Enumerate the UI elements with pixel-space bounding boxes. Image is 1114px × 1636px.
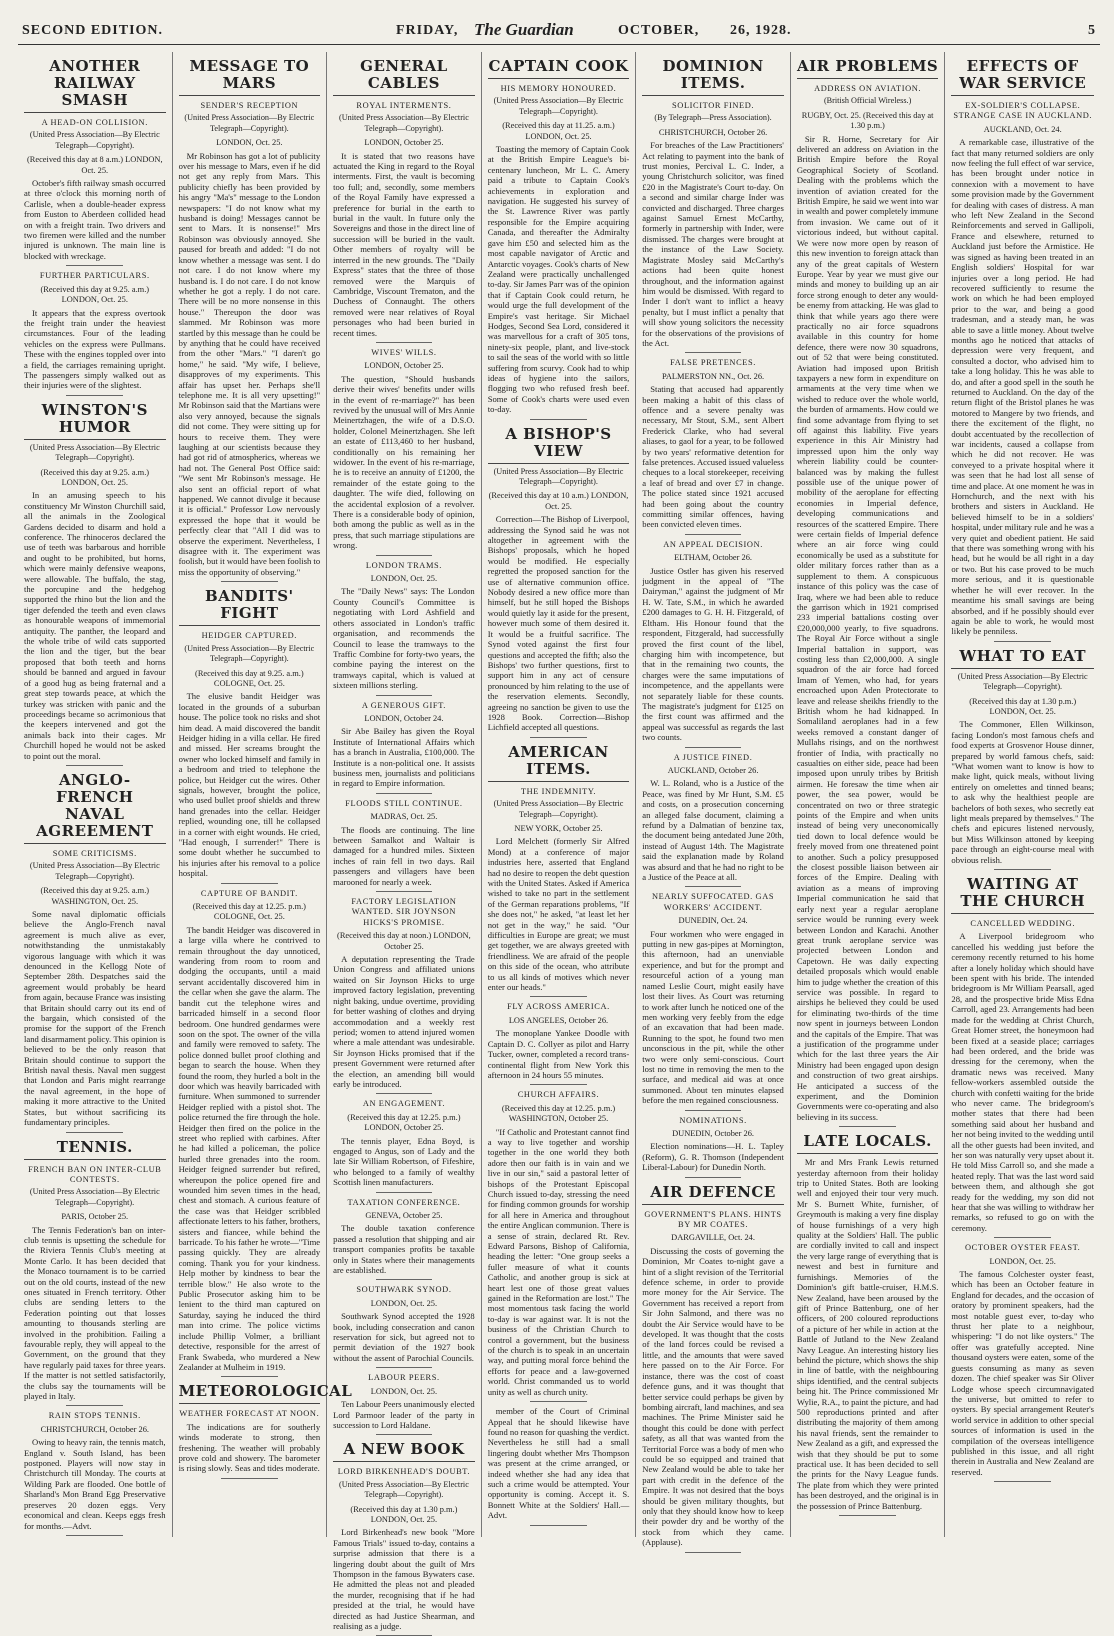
article-subheading: SOME CRITICISMS. [52,848,137,858]
article-credit: (British Official Wireless.) [823,96,912,106]
article-subheading: LONDON TRAMS. [365,560,442,570]
article-headline: GENERAL CABLES [333,58,475,96]
article-body: The bandit Heidger was discovered in a large villa where he contrived to remain throughout the day unnoticed, wandering from room to room and dodging the occupants, until a maid servant accidentally discovered him in the cellar when she gave the alarm. The bandit cut the telephone wires and barricaded himself in a second floor bedroom. One hundred gendarmes were soon on the spot. The owner of the villa and family were removed to safety. The police donned bullet proof clothing and began to search the house. When they found the room, they hurled a bolt in the door which was heavily barricaded with furniture. When summoned to surrender Heidger replied with a pistol shot. The police returned the fire through the hole. Heidger then fired on the police in the street who replied with carbines. After he had killed a policeman, the police hurled three grenades into the room. Heidger feigned surrender but refired, whereupon the police opened fire and wounded him seven times in the head, chest and stomach. A curious feature of the case was that Heidger scribbled affectionate letters to his father, brothers, sisters and fiancee, while behind the barricade. To his father he wrote—"Time passing quickly. They are already coming. Thank you for your kindness. Help mother by kindness to bear the terrible blow." He also wrote to the Public Prosecutor asking him to be lenient to the third man captured on Saturday, saying he induced the third man into crime. The police victims include Phillip Volmer, a brilliant detective, responsible for the arrest of Frank Swabeda, who murdered a New Zealander at Mulheim in 1919. [178,924,321,1372]
article-dateline: LOS ANGELES, October 26. [508,1015,609,1025]
article-dateline: ELTHAM, October 26. [674,553,752,563]
article [333,561,475,696]
article-separator [66,1535,123,1536]
article-dateline: (Received this day at 1.30 p.m.) LONDON, Oct. 25. [969,696,1077,716]
column-7 [945,52,1100,1537]
article-separator [685,352,742,353]
article-headline: AIR PROBLEMS [797,58,939,79]
article-body: Owing to heavy rain, the tennis match, England v. South Island, has been postponed. Players will now stay in Christchurch till Monday. The courts at Wilding Park are flooded. One bottle of Sharland's Mon Brand Egg Preservative preserves 20 dozen eggs. Very economical and clean. Keeps eggs fresh for months.—Advt. [24,1437,166,1531]
date-label: 26, 1928. [730,23,792,38]
article-separator [66,765,123,766]
article-body: Mr Robinson has got a lot of publicity over his message to Mars, even if he did not get any reply from Mars. This publicity chiefly has been provided by his angry "Ma's" message to the London newspapers: "I do not know what my husband is doing! Messages cannot be sent to Mars. It is nonsense!" Mrs Robinson was obviously annoyed. She paused for breath and added: "I do not know whether a message was sent. I do not care. I do not know where my husband is. I do not care. I do not know whether he got a reply. I do not care. There will be no more nonsense in this house." Thereupon the door was slammed. Mr Robinson was more startled by this message than he could be by anything that he could have received from the other "Mars." "I daren't go home," he said. "My wife, I believe, disapproves of my experiments. This affair has upset her. Perhaps she'll telephone me. It is all very upsetting!" Mr Robinson said that the Martians were also very annoyed, because the signals did not come. They were sitting up for hours to receive them. They were laughing at our scientists because they had got rid of atmospherics, whereas we had not. The General Post Office said: "We sent Mr Robinson's message. He also sent an official report of what happened. We cannot divulge it because it is official." Professor Low nervously expressed the hope that it would be perfectly clear that "All I did was to observe the experiment. Nevertheless, I disagree with it. The experiment was foolish, but it would have been foolish to miss the opportunity of observing." [178,150,321,577]
article-body: It appears that the express overtook the freight train under the heaviest circumstances. Four of the leading vehicles on the express were Pullmans. These with the engines toppled over into a field, the carriages remaining upright. The passengers simply walked out as their injuries were of the slightest. [24,307,166,391]
column-6 [791,52,946,1537]
article-separator [994,1481,1051,1482]
article-separator [530,1525,587,1526]
article-body: member of the Court of Criminal Appeal that he should likewise have found no reason for quashing the verdict. Nevertheless he still had a small lingering doubt whether Mrs Thompson was present at the crime arranged, or indeed whether she had any idea that such a crime would be attempted. Your opportunity is coming. Accept it. S. Bonnett White at the Soldiers' Hall.—Advt. [487,1406,630,1521]
article-body: It is stated that two reasons have actuated the King in regard to the Royal interments. First, the vault is becoming too full; and, secondly, some members of the Royal Family have expressed a preference for burial in the earth to burial in the vault. In future only the Sovereigns and those in the direct line of succession will be buried in the vault. Other members of royalty will be interred in the new grounds. The "Daily Express" states that the three of those removed were the Marquis of Cambridge, Viscount Trematon, and the Duchess of Connaught. The others removed were near relatives of Royal personages who had been buried in recent times. [333,150,475,338]
article [488,1090,630,1402]
article-separator [66,265,123,266]
article-dateline: AUCKLAND, October 26. [667,765,759,775]
article-body: Sir Abe Bailey has given the Royal Institute of International Affairs which has a branch in Australia, £100,000. The Institute is a non-political one. It assists business men, journalists and politicians in regard to Empire information. [333,726,475,789]
masthead [18,20,1100,45]
column-4 [482,52,637,1537]
article-dateline: CHRISTCHURCH, October 26. [40,1424,149,1434]
article-dateline: (Received this day at 9.25. a.m.) WASHINGTON, Oct. 25. [40,886,150,906]
month-label: OCTOBER, [618,23,700,38]
article-subheading: ROYAL INTERMENTS. [356,101,452,110]
article-dateline: LONDON, October 25. [364,361,444,371]
article-body: Ten Labour Peers unanimously elected Lord Parmoor leader of the party in succession to Lord Haldane. [333,1399,475,1430]
article [951,876,1094,1238]
article-separator [376,555,433,556]
article-separator [530,1401,587,1402]
article-dateline: (Received this day at 12.25. p.m.) WASHINGTON, October 25. [501,1103,616,1124]
article [797,1133,939,1516]
article-dateline: LONDON, October 24. [364,713,444,723]
article-subheading: CHURCH AFFAIRS. [517,1090,600,1100]
article-credit: (United Press Association—By Electric Telegraph—Copyright). [493,466,624,486]
article [24,58,166,266]
article-separator [839,1126,896,1127]
article [951,648,1094,870]
article [179,889,321,1378]
columns [18,52,1100,1631]
article-separator [685,886,742,887]
article [488,426,630,738]
article [179,588,321,883]
article-subheading: CANCELLED WEDDING. [970,919,1076,929]
article-subheading: CAPTURE OF BANDIT. [200,888,298,898]
article [642,58,784,353]
article-separator [221,581,278,582]
article-subheading: RAIN STOPS TENNIS. [48,1411,141,1421]
article-subheading: HIS MEMORY HONOURED. [500,84,617,93]
article-headline: AIR DEFENCE [642,1184,784,1205]
article-credit: (United Press Association—By Electric Telegraph—Copyright). [957,671,1088,692]
article-dateline: DUNEDIN, Oct. 24. [678,916,748,926]
column-2 [173,52,353,1537]
article-body: The tennis player, Edna Boyd, is engaged to Angus, son of Lady and the late Sir William Robertson, of Fifeshire, who belonged to a family of wealthy Scottish linen manufacturers. [333,1135,475,1188]
article-separator [530,419,587,420]
article-dateline: (Received this day at 12.25. p.m.) COLOGNE, Oct. 25. [192,902,306,922]
article-dateline: DUNEDIN, October 26. [672,1128,754,1138]
column-5 [636,52,791,1548]
article [24,402,166,766]
page-number: 5 [1088,23,1096,38]
article-headline: EFFECTS OF WAR SERVICE [951,58,1094,96]
article-separator [221,1478,278,1479]
article-separator [376,793,433,794]
article-body: "If Catholic and Protestant cannot find a way to live together and worship together in the one world they both adore then our faith is in vain and we live in our sin," said a pastoral letter of bishops of the Protestant Episcopal Church issued to-day, stressing the need for finding common grounds for worship for all here in America and throughout the entire Anglican communion. There is a sense of strain, declared Rt. Rev. Edward Parsons, Bishop of California, heading the letter: "One group seeks a fuller measure of what it counts Catholic, and another group is sick at heart lest one of those great values gained in the Reformation are lost." The most momentous task facing the world to-day is war against war. It is not the business of the Christian Church to control a government, but the business of the church is to speak in an uncertain way, and putting moral force behind the efforts for peace and a law-governed world. Christ commanded us to world unity as well as church unity. [487,1126,630,1397]
article-headline: WAITING AT THE CHURCH [951,876,1094,914]
article [24,1411,166,1535]
article-subheading: ADDRESS ON AVIATION. [814,84,922,93]
article-dateline: LONDON, October 25. [364,138,444,148]
column-1 [18,52,173,1537]
article [178,1382,353,1478]
edition-label: SECOND EDITION. [22,23,164,38]
article-dateline: (Received this day at 10 a.m.) LONDON, Oct. 25. [488,491,629,511]
article-credit: (United Press Association—By Electric Telegraph—Copyright). [29,1187,160,1207]
article-headline: ANOTHER RAILWAY SMASH [24,58,166,113]
article-separator [530,996,587,997]
article-subheading: SOUTHWARK SYNOD. [356,1285,452,1295]
article [642,892,784,1110]
article-subheading: WIVES' WILLS. [371,347,437,357]
article-body: The floods are continuing. The line between Samalkot and Waltair is damaged for a hundred miles. Sixteen inches of rain fell in two days. Rail passengers and villagers have been marooned for nearly a week. [333,824,475,887]
article-headline: MESSAGE TO MARS [179,58,321,96]
article [951,1243,1094,1482]
article-dateline: CHRISTCHURCH, October 26. [658,127,768,137]
article [179,58,321,582]
article-dateline: RUGBY, Oct. 25. (Received this day at 1.30 p.m.) [801,110,934,131]
article-body: Sir R. Horne, Secretary for Air delivered an address on Aviation in the British Empire before the Royal Geographical Society of Scotland. Dealing with the problems which the invention of aviation created for the British Empire, he said we went into war in wealth and power completely immune from invasion. We came out of it victorious indeed, but without capital. We were now more open by reason of this new invention to foreign attack than any of the great capitals of Western Europe. Year by year we must give our minds and money to building up an air force strong enough to deter any would-be enemy from attacking. He was glad to think that while years ago there were practically no air force squadrons available in this country for home defence, there were now 30 squadrons, out of 52 that were being constituted. Aviation had imposed upon British taxpayers a new form in expenditure on armaments at the very time when we wished to reduce over the whole world, the burden of armaments. How could we find some advantage from flying to set off against this liability. Five years experience in this Air Ministry had impressed upon him the only way wherein liability could be counter-balanced was by making the fullest possible use of the unique power of mobility of the aeroplane for effecting economies in Imperial defence, developing communications and resources of the scattered Empire. There were certain fields of Imperial defence where an air force wing could economically be used as a substitute for older military forces rather than as a supplement to them. A conspicuous instance of this policy was the case of Iraq, where we had been able to reduce the garrison which in 1921 comprised 233 imperial battalions costing over £20,000,000 yearly, to five squadrons. The Royal Air Force without a single Imperial battalion in support, was costing less than £2,000,000. A single squadron of the air force had forced Imam of Yemen, who had, for years encroached upon Aden Protectorate to leave and release sheikhs friendly to the British whom he had kidnapped. In Somaliland aeroplanes had in a few weeks removed a constant danger of Mullahs risings, and on the northwest frontier of India, with practically no casualties on either side, peace had been imposed upon unruly tribes by British airmen. He foresaw the time when air power, the sea power, would be concentrated on two or three strategic points of the Empire and when units instead of being very uneconomically tied down to local defence would be freely moved from one threatened point to another. Such a policy presupposed the closest possible liaison between air forces of the Empire. Dealing with aviation as a means of improving Imperial communication he said that early next year a regular aeroplane service would be running every week between London and Karachi. Another great trunk aeroplane service was projected between London and Capetown. He was daily expecting detailed proposals which would enable him to judge whether the creation of this service was possible. In regard to airships he believed they could be used for eliminating two-thirds of the time now spent in journeys between London and the capitals of the Empire. That was a justification of the programme under which for the last three years the Air Ministry had been engaged upon design and construction of two great airships. He anticipated a success of the experiment, and the Dominion Governments were co-operating and also believing in its success. [796,133,939,1122]
article-separator [221,1376,278,1377]
article-subheading: FRENCH BAN ON INTER-CLUB CONTESTS. [28,1164,162,1184]
article-subheading: OCTOBER OYSTER FEAST. [965,1243,1081,1253]
article-subheading: SENDER'S RECEPTION [200,101,299,110]
article [642,1184,784,1553]
article-credit: (United Press Association—By Electric Telegraph—Copyright). [493,799,624,819]
article-credit: (United Press Association—By Electric Telegraph—Copyright). [184,643,315,664]
article-subheading: SOLICITOR FINED. [672,101,755,110]
article [642,358,784,535]
article-separator [685,1110,742,1111]
article-body: The double taxation conference passed a resolution that shipping and air transport companies profits be taxable only in States where their managements are established. [333,1223,475,1276]
article-headline: DOMINION ITEMS. [642,58,784,96]
article-body: The "Daily News" says: The London County Council's Committee is negotiating with Lord Ashfield and others associated in London's traffic organisation, and recommends the Council to lease the tramways to the Traffic Combine for forty-two years, the combine paying the interest on the tramways capital, which is valued at sixteen millions sterling. [333,586,475,691]
article-subheading: A HEAD-ON COLLISION. [41,118,148,127]
article-dateline: LONDON, Oct. 25. [216,138,283,148]
article-dateline: (Received this day at 11.25. a.m.) LONDON, Oct. 25. [502,121,615,141]
article-subheading: FACTORY LEGISLATION WANTED. SIR JOYNSON HICKS'S PROMISE. [351,897,457,927]
article-body: A deputation representing the Trade Union Congress and affiliated unions waited on Sir Joynson Hicks to urge improved factory legislation, preventing night baking, undue overtime, providing for better washing of clothes and drying accommodation and a weekly rest period; women to attend injured women where a male attendant was undesirable. Sir Joynson Hicks promised that if the present Government were returned after the election, an amending bill would early be introduced. [333,954,475,1089]
article-dateline: (Received this day at 9.25. a.m.) COLOGNE, Oct. 25. [195,668,304,688]
article-subheading: AN ENGAGEMENT. [362,1099,446,1109]
article-body: Justice Ostler has given his reserved judgment in the appeal of "The Dairyman," against the judgment of Mr H. W. Tate, S.M., in which he awarded £200 damages to G. H. H. Fitzgerald, of Eltham. His Honour found that the respondent, Fitzgerald, had successfully proved the first count of the libel, charging him with incompetence, but that in the remaining two counts, the charges were the same imputations of incompetence, and the appellants were not separately liable for these counts. The magistrate's judgment for £125 on the first count was affirmed and the appeal was successful as regards the last two counts. [642,565,784,743]
article-body: W. L. Roland, who is a Justice of the Peace, was fined by Mr Hunt, S.M. £5 and costs, on a prosecution concerning an alleged false document, claiming a refund by a Dalmatian of benzine tax, the document being antedated June 20th, instead of August 14th. The Magistrate said the explanation made by Roland was absurd and that he had no right to be a Justice of the Peace at all. [642,778,784,883]
article-credit: (United Press Association—By Electric Telegraph—Copyright). [29,130,160,150]
article-body: The famous Colchester oyster feast, which has been an October feature in England for decades, and the occasion of oratory by prominent speakers, had the most notable guest ever, to-day who thrust her plate to a neighbour, whispering: "I do not like oysters." The offer was gratefully accepted. Nine thousand oysters were eaten, some of the guests consuming as many as seven dozen. The chief speaker was Sir Oliver Lodge whose speech circumnavigated the universe, but omitted to refer to oysters. By special arrangement Reuter's world service in addition to other special sources of information is used in the compilation of the overseas intelligence published in this issue, and all right therein in Australia and New Zealand are reserved. [951,1269,1094,1477]
article-separator [530,1084,587,1085]
article-body: A Liverpool bridegroom who cancelled his wedding just before the ceremony recently returned to his home after a lonely holiday which should have been spent with his bride. The intended bridegroom is Mr William Pearsall, aged 28, and the prospective bride Miss Edna Carroll, aged 23. Arrangements had been made for the wedding at Christ Church, Great Homer street, the honeymoon had been fixed at a seaside place; carriages had been ordered, and the bride was dressing for the ceremony, when the dramatic news was received. Many fellow-workers assembled outside the church with confetti waiting for the bride who never came. The bridegroom's mother states that there had been something said about her husband and her not being invited to the wedding until all the other guests had been invited, and her son was naturally very upset about it. He told Miss Carroll so, and she made a heated reply. That was the last word said between them, and although she got ready for the wedding, my son did not hear that she was willing to withdraw her remarks, so refused to go on with the ceremony. [951,931,1094,1233]
article [488,744,630,998]
article-dateline: MADRAS, Oct. 25. [370,812,438,822]
article-credit: (United Press Association—By Electric Telegraph—Copyright). [493,96,624,116]
article-body: Southwark Synod accepted the 1928 book, including consecration and canon reservation for sick, but agreed not to permit deviation of the 1927 book without the assent of Parochial Councils. [333,1311,475,1363]
article-dateline: (Received this day at 9.25. a.m.) LONDON, Oct. 25. [40,284,150,305]
article-dateline: LONDON, Oct. 25. [989,1256,1056,1266]
article-separator [530,737,587,738]
article-headline: CAPTAIN COOK [488,58,630,79]
paper-title: The Guardian [474,20,574,39]
article-headline: A BISHOP'S VIEW [488,426,630,464]
article [488,1002,630,1085]
article-body: Correction—The Bishop of Liverpool, addressing the Synod said he was not altogether in agreement with the Bishops' proposals, which he hoped would be modified. He especially regretted the proposed sanction for the use of alternative communion office. Nobody desired a new office more than himself, but he still hoped the Bishops would quietly lay it aside for the present, however much some of them desired it. It would be a fruitful sacrifice. The Synod voted against the first four questions and accepted the fifth; also the Bishops' two further questions, first to support him in any act of censure pronounced by him relating to the use of the reservation elements. Secondly, agreeing no sanction be given to use the 1928 Book. Correction—Bishop Lichfield accepted all questions. [487,514,630,733]
article-separator [839,1515,896,1516]
article-separator [994,641,1051,642]
article [333,701,475,794]
article-separator [685,1552,742,1553]
article-subheading: EX-SOLDIER'S COLLAPSE. STRANGE CASE IN AUCKLAND. [953,101,1093,121]
article-separator [376,1192,433,1193]
article-dateline: DARGAVILLE, Oct. 24. [671,1233,755,1243]
article [642,1116,784,1178]
article [642,540,784,748]
article-separator [376,1434,433,1435]
article-dateline: LONDON, Oct. 25. [370,574,438,584]
article-body: In an amusing speech to his constituency Mr Winston Churchill said, all the animals in the Zoological Gardens decided to disarm and hold a conference. The rhinoceros declared the use of teeth was barbarous and horrible and ought to be prohibited, but horns, which were mainly defensive weapons, were allowable. The buffalo, the stag, the porcupine and the hedgehog supported the rhino but the lion and the tiger defended the teeth and even claws as honourable weapons of immemorial antiquity. The panther, the leopard and the whole tribe of wild cats supported the lion and the tiger, but the bear proposed that both teeth and horns should be banned and argued in favour of a good hug as being fraternal and a great step towards peace, at which the turkey was stricken with panic and the proceedings became so acrimonious that the keepers intervened and got the animals back into their cages. Mr Churchill hoped he would not be asked to point out the moral. [24,490,166,761]
article-subheading: HEIDGER CAPTURED. [201,631,298,641]
article-subheading: FURTHER PARTICULARS. [39,271,150,281]
article [24,772,166,1133]
article-headline: TENNIS. [24,1139,166,1160]
article-headline: BANDITS' FIGHT [179,588,321,626]
article [333,1441,475,1636]
article-dateline: (Received this day at 12.25. p.m.) LONDON, October 25. [347,1112,461,1133]
article-separator [376,1279,433,1280]
article-body: Discussing the costs of governing the Dominion, Mr Coates to-night gave a hint of a slight revision of the Territorial defence scheme, in order to provide more money for the Air Service. The Government has received a report from Sir John Salmond, and there was no doubt the Air Service would have to be developed. It was thought that the costs of the land forces could be revised a little, and the amounts that were saved here passed on to the Air Force. For instance, there was the cost of coast defence guns, and it was thought that better service could perhaps be given by bombing aircraft, land machines, and sea machines. The Prime Minister said he thought this could be done with perfect safety, as all that was wanted from the Territorial Force was a body of men who could be so equipped and trained that New Zealand would be able to take her part with credit in the defence of the Empire. It was not desired that the boys should be given military thoughts, but only that they should know how to keep their powder dry and be worthy of the stock from which they came. (Applause). [642,1245,784,1548]
article-dateline: NEW YORK, October 25. [514,823,603,833]
article-credit: (United Press Association—By Electric Telegraph—Copyright). [29,442,160,463]
article-body: Mr and Mrs Frank Lewis returned yesterday afternoon from their holiday trip to United States. Both are looking well and enjoyed their tour very much. Mr S. Burnett White, furnisher, of Greymouth is making a very fine display of house furnishings of a very high quality at the Soldiers' Hall. The public are cordially invited to call and inspect the very large range of everything that is newest and best in furniture and furnishings. Memories of the Dominion's gift battle-cruiser, H.M.S. New Zealand, have been aroused by the gift of Prince Battenburg, one of her officers, of 200 coloured reproductions of a picture of her while in action at the Battle of Jutland to the New Zealand Navy League. An interesting history lies behind the picture, which shows the ship in line of battle, with the neighbouring ships identified, and the central subjects being hit. The Prince commissioned Mr Wylie, R.A., to paint the picture, and had 500 reproductions printed and after distributing the majority of them among his naval friends, sent the remainder to New Zealand as a gift, and expressed the wish that they should be put to some practical use. It has been decided to sell the prints for the Navy League funds. The plate from which they were printed has been destroyed, and the original is in the possession of Prince Battenburg. [796,1157,939,1511]
article-body: Election nominations—H. L. Tapley (Reform), G. R. Thomson (Independent Liberal-Labour) for Dunedin North. [642,1141,784,1173]
article-body: A remarkable case, illustrative of the fact that many returned soldiers are only now feeling the full effect of war service, has been brought under notice in connexion with a movement to have some provision made by the Government for dealing with cases of distress. A man who left New Zealand in the Second Reinforcements and served in Gallipoli, France and elsewhere, returned to Auckland just before the Armistice. He was signed as having been treated in an English soldiers' Hospital for war injuries over a long period. He had recovered sufficiently to resume the work on which he had been employed prior to the war, and being a good tradesman, and a steady man, he was able to save a little money. About twelve months ago he noticed that attacks of depression were very frequent, and consulted a doctor, who advised him to take a long holiday. This he was able to do, and after a good spell in the south he returned to Auckland. On the day of the return flight of the Bristol planes he was motored to Mangere by two friends, and there the excitement of the flight, no doubt accentuated by the recollection of war incidents, caused a collapse from which he did not recover. He was conveyed to a private hospital where it was seen that he had lost all sense of time and place. At one moment he was in Hornchurch, and the next with his brothers and sisters in Auckland. He believed himself to be in a soldiers' hospital, under military rule and he was a very quiet and obedient patient. He said that there was something wrong with his head, but he would be all right in a day or two. But his case proved to be much more serious, and it is questionable whether he will ever recover. In the meantime his small savings are being absorbed, and if he possibly should ever again be able to work, he would most likely be penniless. [951,137,1094,637]
article [333,1373,475,1435]
article-separator [221,883,278,884]
article-subheading: A GENEROUS GIFT. [361,700,446,710]
article-subheading: NEARLY SUFFOCATED. GAS WORKERS' ACCIDENT. [652,892,775,912]
article-dateline: (Received this day at 8 a.m.) LONDON, Oct. 25. [26,155,163,175]
article-separator [66,395,123,396]
article-body: The indications are for southerly winds moderate to strong, then freshening. The weather will probably prove cold and showery. The barometer is rising slowly. Seas and tides moderate. [178,1421,321,1474]
article-dateline: PARIS, October 25. [61,1212,129,1222]
article-separator [376,891,433,892]
article-body: Lord Birkenhead's new book "More Famous Trials" issued to-day, contains a surprise admission that there is a lingering doubt about the guilt of Mrs Thompson in the famous Bywaters case. He admitted the pleas not and pleaded the murder, recognising that if he had presided at the trial, he would have directed as had Justice Shearman, and realising as a judge. [333,1527,475,1631]
article-subheading: GOVERNMENT'S PLANS. HINTS BY MR COATES. [644,1209,782,1229]
article-credit: (United Press Association—By Electric Telegraph—Copyright). [339,113,469,133]
article-subheading: THE INDEMNITY. [520,786,597,796]
article-subheading: NOMINATIONS. [679,1115,747,1125]
article [333,1198,475,1281]
article [333,897,475,1094]
article-separator [685,1177,742,1178]
article-separator [376,1093,433,1094]
article-credit: (United Press Association—By Electric Telegraph—Copyright). [339,1479,469,1500]
article-body: The monoplane Yankee Doodle with Captain D. C. Collyer as pilot and Harry Tucker, owner, completed a record trans-continental flight from New York this afternoon in 24 hours 55 minutes. [487,1028,630,1080]
article [333,58,475,343]
article-headline: METEOROLOGICAL [179,1383,321,1404]
article-subheading: LABOUR PEERS. [368,1373,440,1383]
article [333,1099,475,1192]
article-subheading: TAXATION CONFERENCE. [347,1197,461,1207]
article-body: The elusive bandit Heidger was located in the grounds of a suburban house. The police took no risks and shot him dead. A maid discovered the bandit Heidger hiding in a villa cellar. He fired and missed. Her screams brought the owner who locked himself and family in a bedroom and tried to telephone the police, but Heidger cut the wires. Other signals, however, brought the police, who used bullet proof shields and threw hand grenades into the cellar. Heidger replied, wounding one, till he collapsed in a corner with eight wounds. He cried, "Had enough, I surrender!" There is some doubt whether he succumbed to his injuries after his removal to a police hospital. [178,691,321,879]
article-separator [994,1237,1051,1238]
article [642,753,784,888]
article-dateline: AUCKLAND, Oct. 24. [983,124,1062,134]
article-dateline: LONDON, Oct. 25. [370,1298,438,1308]
article [797,58,939,1127]
article-credit: (United Press Association—By Electric Telegraph—Copyright). [29,861,160,881]
article-body: Four workmen who were engaged in putting in new gas-pipes at Mornington, this afternoon, had an unenviable experience, and but for the prompt and resourceful action of a young man named Leslie Court, might easily have lost their lives. As Court was returning to work after lunch he noticed one of the men working very feebly from the edge of an excavation that had been made. Running to the spot, he found two men unconscious in the pit, while the other two were only semi-conscious. Court lost no time in removing the men to the surface, and medical aid was at once summoned. About ten minutes elapsed before the men regained consciousness. [642,928,784,1106]
article-body: For breaches of the Law Practitioners' Act relating to payment into the bank of trust monies, Percival L. C. Inder, a young Christchurch solicitor, was fined £20 in the Magistrate's Court to-day. On a second and similar charge Inder was convicted and discharged. Three charges against Samuel Ernest McCarthy, formerly in partnership with Inder, were dismissed. The charges were brought at the instance of the Law Society. Magistrate Mosley said McCarthy's actions had been quite honest throughout, and the information against him would be dismissed. With regard to Inder I don't want to inflict a heavy penalty, but I must inflict a penalty that will show young solicitors the necessity for the observations of the provisions of the Act. [642,140,784,348]
article-dateline: (Received this day at 9.25. a.m.) LONDON, Oct. 25. [40,467,150,487]
article [488,1406,630,1525]
article-dateline: GENEVA, October 25. [365,1211,443,1220]
article-body: The question, "Should husbands derive their wives' benefits under wills in the event of re-marriage?" has been revived by the unusual will of Mrs Annie Meinertzhagen, the wife of a D.S.O. holder, Colonel Meinertzhagen. She left an estate of £113,460 to her husband, conditionally on his remaining her widower. In the event of his re-marriage, he is to receive an annuity of £1200, the remainder of the estate going to the daughter. The wife died, following on the accidental explosion of a revolver. There is a considerable body of opinion, both among the public as well as in the press, that such marriage stipulations are wrong. [333,373,475,551]
article-subheading: WEATHER FORECAST AT NOON. [179,1409,320,1419]
article-separator [685,747,742,748]
day-label: FRIDAY, [396,23,459,38]
article-credit: (By Telegraph—Press Association). [654,113,772,123]
article-separator [685,534,742,535]
article [24,1139,166,1407]
article [488,58,630,420]
article-dateline: PALMERSTON NN., Oct. 26. [661,371,765,381]
article-subheading: LORD BIRKENHEAD'S DOUBT. [337,1467,471,1477]
article-body: The Commoner, Ellen Wilkinson, facing London's most famous chefs and food experts at Grosvenor House dinner, prepared by world famous chefs, said: "What women want to know is how to make light, quick meals, without living entirely on omelettes and tinned beans; to ask why the healthiest people are bachelors of both sexes, who secretly eat light meals prepared by themselves." The chefs and epicures listened nervously, but Miss Wilkinson attoned by keeping pace through an eight-course meal with obvious relish. [951,719,1094,865]
article-separator [66,1405,123,1406]
article-body: Stating that accused had apparently been making a habit of this class of offence and a severe penalty was necessary, Mr Stout, S.M., sent Albert Frederick Clarke, who had several aliases, to gaol for a year, to be followed by two years' reformative detention for false pretences. Accused issued valueless cheques to a local storekeeper, receiving a leaf of bread and over £7 in change. The police stated since 1921 accused had been going about the country committing similar offences, having been convicted eleven times. [642,384,784,530]
article-headline: LATE LOCALS. [797,1133,939,1154]
article [24,271,166,395]
article-subheading: FLOODS STILL CONTINUE. [345,798,463,808]
article-separator [66,1132,123,1133]
article [333,348,475,556]
article-headline: A NEW BOOK [333,1441,475,1462]
article-separator [376,342,433,343]
article-headline: WHAT TO EAT [951,648,1094,669]
article-subheading: AN APPEAL DECISION. [663,539,763,549]
article-body: The Tennis Federation's ban on inter-club tennis is upsetting the schedule for the Riviera Tennis Club's meeting at Monte Carlo. It has been decided that the Monaco tournament is to be carried out on the old courts, instead of the new ones situated in French territory. Other clubs are sending letters to the Federation pointing out that losses amounting to thousands sterling are involved in the prohibition. Failing a favourable reply, they will appeal to the Government, on the ground that they have regularly paid taxes for three years. If the matter is not settled satisfactorily, the clubs say the tournaments will be played in Italy. [24,1224,166,1402]
article [333,799,475,892]
article-headline: WINSTON'S HUMOR [24,402,166,440]
article-subheading: FALSE PRETENCES. [670,358,756,368]
column-3 [327,52,482,1631]
article-separator [994,869,1051,870]
article [333,1285,475,1368]
article-separator [376,1367,433,1368]
article-dateline: LONDON, Oct. 25. [370,1386,438,1396]
article-body: Toasting the memory of Captain Cook at the British Empire League's bi-centenary luncheon, Mr L. C. Amery paid a tribute to Captain Cook's achievements in exploration and navigation. He suggested his survey of the St. Lawrence River was partly responsible for the Empire acquiring Canada, and thereafter the Admiralty gave him £50 and selected him as the most capable navigator of Arctic and Antarctic voyages. Cook's charts of New Zealand were practically unchallenged to-day. Sir James Parr was of the opinion that if Captain Cook could return, he would urge the full development of the Empire's vast heritage. Sir Michael Hodges, Second Sea Lord, considered it was marvellous for a craft of 305 tons, ninety-six people, plant, and live-stock to sail the seas of the world with so little suffering from scurvy. Cook had to whip ideas of hygiene into the sailors, flogging two who refused fresh beef. Some of Cook's charts were used even to-day. [487,144,630,415]
article-dateline: (Received this day at 1.30 p.m.) LONDON, Oct. 25. [350,1504,458,1524]
article-subheading: A JUSTICE FINED. [673,752,753,762]
article-separator [376,695,433,696]
article-body: Lord Melchett (formerly Sir Alfred Mond) at a conference of major industries here, asserted that England had no desire to reopen the debt question with the United States. Asked if America wished to take no part in the settlement of the German reparations problems, "If she does not," he asked, "at least let her not get in the way," he said. "Our difficulties in Europe are great; we must get together, we are always greeted with friendliness. We are afraid of the people on this side of the ocean, who attribute to us all kinds of motives which never enter our heads." [487,836,630,993]
article-body: Some naval diplomatic officials believe the Anglo-French naval agreement is much alive as ever, notwithstanding the unmistakably vigorous language with which it was denounced in the Kellogg Note of September 28th. Despatches said the agreement would probably be heard from again, because France was insisting that Britain should carry out its end of the bargain, which consisted of the promise for the support of the French land disarmament policy. This opinion is believed to be the only reason that Britain should continue to support the British naval thesis. Naval men suggest that London and Paris might rearrange the naval agreement, in the hope of making it more attractive to the United States, but without sacrificing its fundamentary principles. [24,908,166,1128]
article-dateline: (Received this day at noon.) LONDON, October 25. [337,931,471,951]
article-body: October's fifth railway smash occurred at three o'clock this morning north of Carlisle, when a double-header express from Euston to Aberdeen collided head on with a freight train. Two drivers and two firemen were killed and the number injured is unknown. The main line is blocked with wreckage. [24,178,166,261]
article-headline: ANGLO-FRENCH NAVAL AGREEMENT [24,772,166,844]
article-subheading: FLY ACROSS AMERICA. [507,1002,610,1012]
article [951,58,1094,642]
article-headline: AMERICAN ITEMS. [488,744,630,782]
article-credit: (United Press Association—By Electric Telegraph—Copyright). [184,113,315,133]
